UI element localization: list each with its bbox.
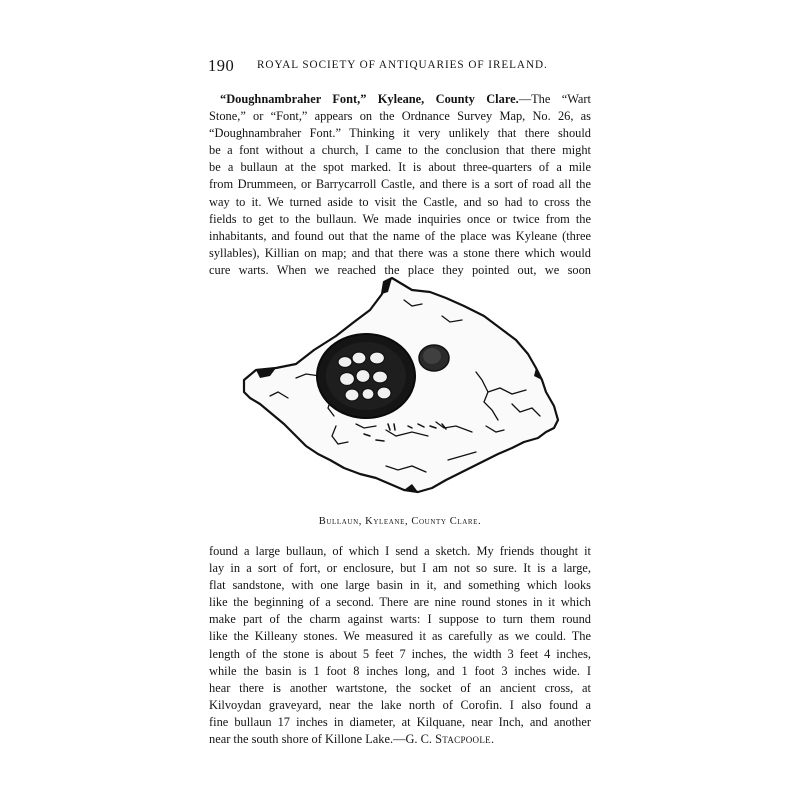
- text-line: lay in a sort of fort, or enclosure, but I am not so sure. It is a large,: [209, 561, 591, 576]
- round-stones: [338, 352, 391, 401]
- text-line: be a font without a church, I came to the conclusion that there might: [209, 143, 591, 158]
- text-line: inhabitants, and found out that the name of the place was Kyleane (three: [209, 228, 591, 243]
- text-line: “Doughnambraher Font.” Thinking it very unlikely that there should: [209, 126, 591, 141]
- bottom-paragraph: [209, 543, 591, 748]
- top-paragraph: [209, 91, 591, 279]
- last-line: [209, 731, 591, 748]
- text-line: Stone,” or “Font,” appears on the Ordnance Survey Map, No. 26, as: [209, 109, 591, 124]
- text-line: near the south shore of Killone Lake.—G. C.: [209, 732, 436, 747]
- text-line: flat sandstone, with one large basin in it, and something which looks: [209, 578, 591, 593]
- paragraph-first-line: [209, 91, 591, 108]
- text-line: like the beginning of a second. There are nine round stones in it which: [209, 595, 591, 610]
- page-number: 190: [208, 56, 235, 75]
- entry-title: “Doughnambraher Font,” Kyleane, County Clare.: [220, 92, 519, 106]
- text-line: found a large bullaun, of which I send a sketch. My friends thought it: [209, 544, 591, 558]
- text-line: fine bullaun 17 inches in diameter, at Kilquane, near Inch, and another: [209, 714, 591, 729]
- figure-caption: Bullaun, Kyleane, County Clare.: [318, 516, 482, 527]
- text-line: make part of the charm against warts: I suppose to turn them round: [209, 612, 591, 627]
- page-header: [208, 56, 591, 76]
- text-line: cure warts. When we reached the place they pointed out, we soon: [209, 262, 591, 277]
- bullaun-illustration: [236, 276, 561, 496]
- text-line: from Drummeen, or Barrycarroll Castle, and there is a sort of road all the: [209, 177, 591, 192]
- text-line: while the basin is 1 foot 8 inches long, and 1 foot 3 inches wide. I: [209, 663, 591, 678]
- author-signature: Stacpoole.: [435, 732, 495, 747]
- text-line: like the Killeany stones. We measured it as carefully as we could. The: [209, 629, 591, 644]
- text-line: hear there is another wartstone, the socket of an ancient cross, at: [209, 680, 591, 695]
- text-line: be a bullaun at the spot marked. It is about three-quarters of a mile: [209, 160, 591, 175]
- running-head: ROYAL SOCIETY OF ANTIQUARIES OF IRELAND.: [257, 59, 548, 71]
- text-line: syllables), Killian on map; and that there was a stone there which would: [209, 245, 591, 260]
- text-line: length of the stone is about 5 feet 7 inches, the width 3 feet 4 inches,: [209, 646, 591, 661]
- text-line: —The “Wart: [518, 92, 591, 106]
- text-line: way to it. We turned aside to visit the Castle, and so had to cross the: [209, 194, 591, 209]
- text-line: fields to get to the bullaun. We made inquiries once or twice from the: [209, 211, 591, 226]
- text-line: Kilvoydan graveyard, near the lake north of Corofin. I also found a: [209, 697, 591, 712]
